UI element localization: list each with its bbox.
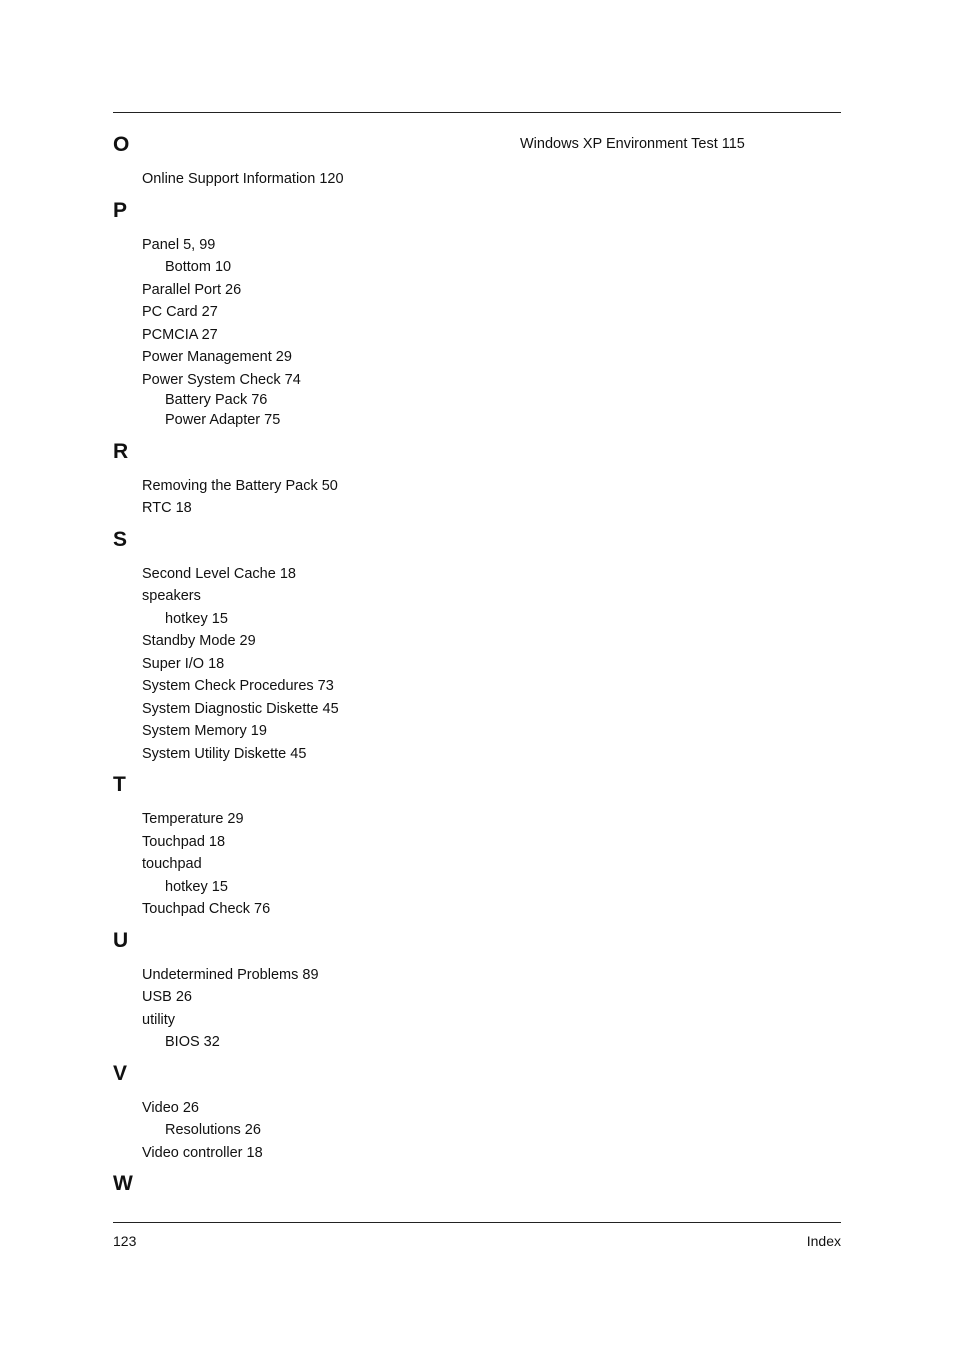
index-section — [113, 929, 493, 1054]
index-entry: speakers — [142, 588, 201, 604]
page-number: 123 — [113, 1233, 137, 1249]
index-entry: Power Management 29 — [142, 349, 292, 365]
index-entry: Removing the Battery Pack 50 — [142, 477, 338, 494]
index-entry: System Diagnostic Diskette 45 — [142, 700, 339, 717]
index-entry: Undetermined Problems 89 — [142, 966, 319, 983]
index-entry: Second Level Cache 18 — [142, 565, 296, 582]
index-entry: Super I/O 18 — [142, 655, 225, 672]
index-entry: Touchpad 18 — [142, 833, 226, 850]
index-section — [113, 1062, 493, 1165]
index-entry: System Utility Diskette 45 — [142, 745, 307, 762]
index-section — [113, 440, 493, 520]
index-subentry: hotkey 15 — [165, 878, 228, 895]
footer-section-title: Index — [806, 1233, 841, 1249]
index-letter-heading: T — [113, 773, 126, 796]
index-entry: Parallel Port 26 — [142, 281, 242, 298]
index-letter-heading: V — [113, 1061, 128, 1085]
index-column-left — [113, 128, 493, 1207]
index-entry: Temperature 29 — [142, 811, 244, 827]
index-section — [113, 199, 493, 432]
index-subentry: Power Adapter 75 — [165, 412, 281, 428]
index-section — [113, 1172, 493, 1196]
header-rule — [113, 112, 841, 113]
index-entry: PC Card 27 — [142, 304, 218, 320]
index-entry: Touchpad Check 76 — [142, 901, 271, 917]
index-entry: Power System Check 74 — [142, 371, 301, 388]
index-entry: System Memory 19 — [142, 723, 267, 739]
index-entry: System Check Procedures 73 — [142, 678, 334, 694]
index-section — [113, 773, 493, 921]
footer-rule — [113, 1222, 841, 1223]
index-entry: Video controller 18 — [142, 1144, 263, 1161]
index-letter-heading: U — [113, 928, 129, 952]
index-entry: USB 26 — [142, 989, 192, 1005]
index-entry: Online Support Information 120 — [142, 171, 344, 187]
index-subentry: BIOS 32 — [165, 1034, 220, 1050]
index-entry: touchpad — [142, 856, 202, 872]
index-subentry: Bottom 10 — [165, 259, 232, 275]
index-section — [113, 528, 493, 766]
index-entry: Windows XP Environment Test 115 — [520, 136, 745, 152]
index-letter-heading: P — [113, 198, 128, 222]
index-subentry: Battery Pack 76 — [165, 392, 268, 408]
index-column-right — [520, 133, 840, 156]
index-entry: PCMCIA 27 — [142, 326, 218, 343]
index-entry: Video 26 — [142, 1099, 199, 1116]
index-entry: utility — [142, 1011, 176, 1028]
index-subentry: hotkey 15 — [165, 610, 228, 627]
index-subentry: Resolutions 26 — [165, 1122, 261, 1138]
index-letter-heading: R — [113, 439, 129, 463]
index-letter-heading: O — [113, 133, 130, 156]
index-entry: Panel 5, 99 — [142, 236, 216, 253]
index-entry: RTC 18 — [142, 500, 192, 516]
index-entry: Standby Mode 29 — [142, 633, 256, 649]
index-letter-heading: S — [113, 527, 128, 551]
index-section — [113, 133, 493, 191]
index-letter-heading: W — [113, 1172, 133, 1195]
